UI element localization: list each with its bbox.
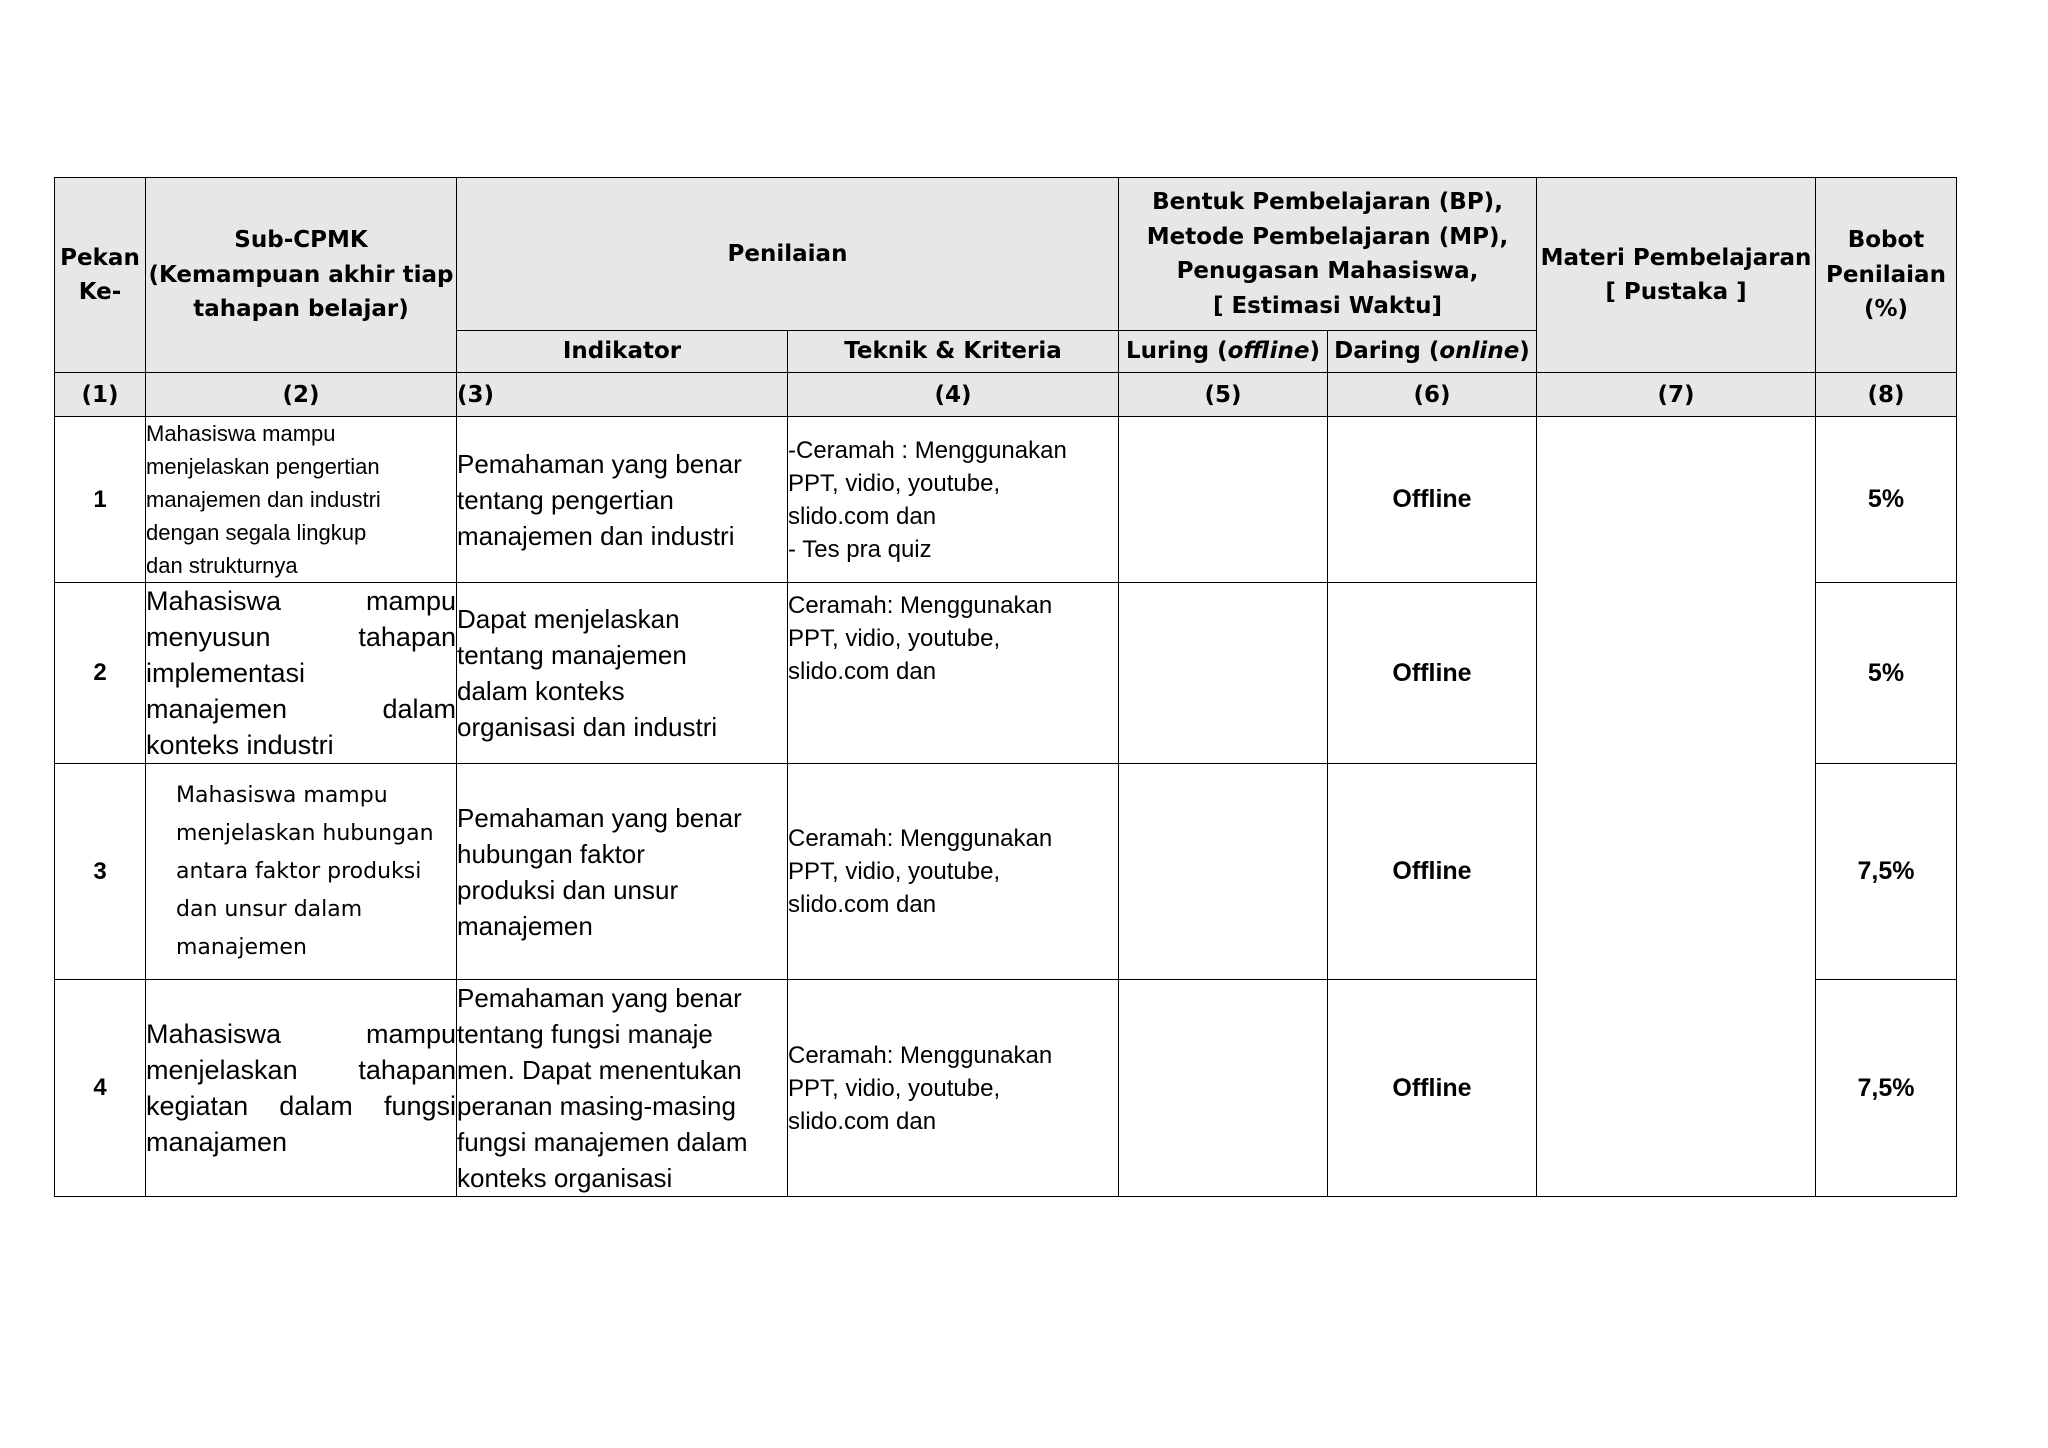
- header-teknik-kriteria: Teknik & Kriteria: [788, 331, 1119, 373]
- column-number: (5): [1119, 373, 1328, 417]
- header-materi: Materi Pembelajaran [ Pustaka ]: [1537, 178, 1816, 373]
- column-number: (6): [1328, 373, 1537, 417]
- header-penilaian: Penilaian: [457, 178, 1119, 331]
- week-number: 3: [55, 764, 146, 980]
- week-number: 2: [55, 583, 146, 764]
- sub-cpmk-text: Mahasiswa mampu menjelaskan tahapan kegiatan dalam fungsi manajamen: [146, 980, 457, 1197]
- header-luring: Luring (offline): [1119, 331, 1328, 373]
- luring-cell: [1119, 583, 1328, 764]
- luring-cell: [1119, 980, 1328, 1197]
- column-number: (4): [788, 373, 1119, 417]
- luring-cell: [1119, 417, 1328, 583]
- indikator-text: Dapat menjelaskan tentang manajemen dalam konteks organisasi dan industri: [457, 583, 788, 764]
- daring-cell: Offline: [1328, 417, 1537, 583]
- bobot-cell: 7,5%: [1816, 980, 1957, 1197]
- indikator-text: Pemahaman yang benar tentang pengertian manajemen dan industri: [457, 417, 788, 583]
- column-number: (3): [457, 373, 788, 417]
- header-daring: Daring (online): [1328, 331, 1537, 373]
- teknik-text: -Ceramah : Menggunakan PPT, vidio, youtube, slido.com dan - Tes pra quiz: [788, 417, 1119, 583]
- column-number: (8): [1816, 373, 1957, 417]
- teknik-text: Ceramah: Menggunakan PPT, vidio, youtube, slido.com dan: [788, 583, 1119, 764]
- teknik-text: Ceramah: Menggunakan PPT, vidio, youtube, slido.com dan: [788, 764, 1119, 980]
- luring-cell: [1119, 764, 1328, 980]
- header-bentuk-pembelajaran: Bentuk Pembelajaran (BP), Metode Pembelajaran (MP), Penugasan Mahasiswa, [ Estimasi Waktu]: [1119, 178, 1537, 331]
- rps-table: [54, 177, 1957, 1197]
- sub-cpmk-text: Mahasiswa mampu menyusun tahapan implementasi manajemen dalam konteks industri: [146, 583, 457, 764]
- materi-cell: [1537, 417, 1816, 1197]
- indikator-text: Pemahaman yang benar hubungan faktor produksi dan unsur manajemen: [457, 764, 788, 980]
- column-number: (2): [146, 373, 457, 417]
- bobot-cell: 7,5%: [1816, 764, 1957, 980]
- teknik-text: Ceramah: Menggunakan PPT, vidio, youtube, slido.com dan: [788, 980, 1119, 1197]
- bobot-cell: 5%: [1816, 583, 1957, 764]
- daring-cell: Offline: [1328, 980, 1537, 1197]
- column-number-row: [55, 373, 1957, 417]
- header-bobot: Bobot Penilaian (%): [1816, 178, 1957, 373]
- bobot-cell: 5%: [1816, 417, 1957, 583]
- column-number: (1): [55, 373, 146, 417]
- week-number: 4: [55, 980, 146, 1197]
- sub-cpmk-text: Mahasiswa mampu menjelaskan hubungan antara faktor produksi dan unsur dalam manajemen: [146, 764, 457, 980]
- daring-cell: Offline: [1328, 583, 1537, 764]
- table-row: [55, 417, 1957, 583]
- header-pekan: Pekan Ke-: [55, 178, 146, 373]
- sub-cpmk-text: Mahasiswa mampu menjelaskan pengertian manajemen dan industri dengan segala lingkup dan strukturnya: [146, 417, 457, 583]
- daring-cell: Offline: [1328, 764, 1537, 980]
- header-sub-cpmk: Sub-CPMK (Kemampuan akhir tiap tahapan belajar): [146, 178, 457, 373]
- indikator-text: Pemahaman yang benar tentang fungsi manaje men. Dapat menentukan peranan masing-masing fungsi manajemen dalam konteks organisasi: [457, 980, 788, 1197]
- week-number: 1: [55, 417, 146, 583]
- column-number: (7): [1537, 373, 1816, 417]
- header-indikator: Indikator: [457, 331, 788, 373]
